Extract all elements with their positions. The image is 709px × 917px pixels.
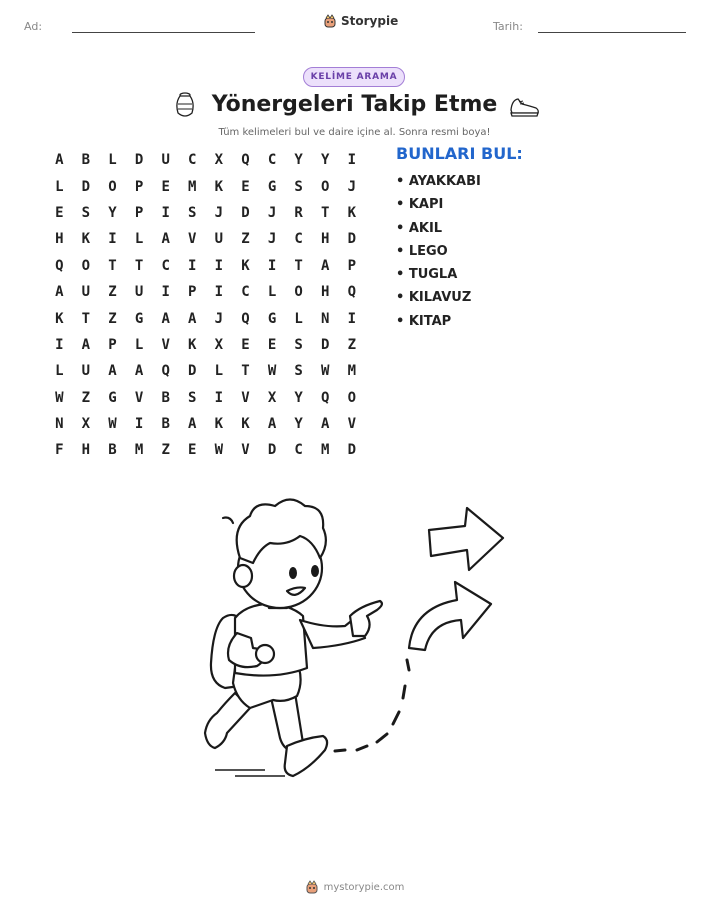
grid-cell[interactable]: I <box>214 257 224 274</box>
grid-cell[interactable]: B <box>81 152 91 169</box>
grid-cell[interactable]: M <box>134 442 144 459</box>
grid-cell[interactable]: E <box>241 336 250 353</box>
grid-cell[interactable]: Z <box>108 310 117 327</box>
grid-cell[interactable]: L <box>134 231 144 248</box>
grid-cell[interactable]: U <box>161 152 170 169</box>
grid-cell[interactable]: I <box>161 204 170 221</box>
grid-cell[interactable]: L <box>294 310 303 327</box>
grid-cell[interactable]: C <box>294 442 303 459</box>
grid-cell[interactable]: Q <box>347 284 357 301</box>
grid-cell[interactable]: Z <box>347 336 357 353</box>
grid-cell[interactable]: O <box>347 389 357 406</box>
grid-cell[interactable]: J <box>267 204 277 221</box>
grid-cell[interactable]: T <box>241 363 250 380</box>
grid-cell[interactable]: I <box>188 257 197 274</box>
word-list <box>396 170 481 333</box>
grid-cell[interactable]: Z <box>81 389 91 406</box>
grid-cell[interactable]: T <box>108 257 117 274</box>
grid-cell[interactable]: Y <box>294 152 303 169</box>
grid-cell[interactable]: D <box>347 442 357 459</box>
grid-cell[interactable]: D <box>188 363 197 380</box>
grid-cell[interactable]: T <box>134 257 144 274</box>
word-list-item: • TUGLA <box>396 267 458 283</box>
grid-cell[interactable]: L <box>267 284 277 301</box>
grid-cell[interactable]: T <box>321 204 330 221</box>
grid-cell[interactable]: U <box>214 231 224 248</box>
grid-cell[interactable]: L <box>108 152 117 169</box>
grid-cell[interactable]: V <box>134 389 144 406</box>
word-list-item: • LEGO <box>396 243 448 259</box>
grid-cell[interactable]: S <box>294 336 303 353</box>
grid-cell[interactable]: H <box>55 231 64 248</box>
grid-cell[interactable]: P <box>134 204 144 221</box>
grid-cell[interactable]: A <box>55 284 64 301</box>
grid-cell[interactable]: H <box>81 442 91 459</box>
grid-cell[interactable]: D <box>241 204 250 221</box>
grid-cell[interactable]: A <box>134 363 144 380</box>
grid-cell[interactable]: O <box>321 178 330 195</box>
grid-cell[interactable]: I <box>134 416 144 433</box>
grid-cell[interactable]: P <box>108 336 117 353</box>
grid-cell[interactable]: D <box>134 152 144 169</box>
grid-cell[interactable]: L <box>134 336 144 353</box>
word-list-title: BUNLARI BUL: <box>396 144 523 163</box>
grid-cell[interactable]: I <box>347 310 357 327</box>
grid-cell[interactable]: I <box>161 284 170 301</box>
grid-cell[interactable]: U <box>134 284 144 301</box>
grid-cell[interactable]: I <box>214 389 224 406</box>
word-list-item: • KITAP <box>396 313 452 329</box>
shoe-icon <box>508 94 540 118</box>
grid-cell[interactable]: E <box>161 178 170 195</box>
grid-cell[interactable]: K <box>81 231 91 248</box>
grid-cell[interactable]: J <box>267 231 277 248</box>
instructions: Tüm kelimeleri bul ve daire içine al. Sonra resmi boya! <box>218 127 491 138</box>
grid-cell[interactable]: K <box>214 416 224 433</box>
curved-arrow-icon <box>409 582 491 650</box>
grid-cell[interactable]: E <box>241 178 250 195</box>
grid-cell[interactable]: M <box>347 363 357 380</box>
grid-cell[interactable]: P <box>188 284 197 301</box>
grid-cell[interactable]: A <box>81 336 91 353</box>
grid-cell[interactable]: I <box>214 284 224 301</box>
grid-cell[interactable]: Y <box>294 416 303 433</box>
grid-cell[interactable]: C <box>161 257 170 274</box>
grid-cell[interactable]: E <box>267 336 277 353</box>
grid-cell[interactable]: U <box>81 363 91 380</box>
grid-cell[interactable]: A <box>161 310 170 327</box>
grid-cell[interactable]: N <box>55 416 64 433</box>
grid-cell[interactable]: X <box>214 336 224 353</box>
grid-cell[interactable]: Y <box>294 389 303 406</box>
grid-cell[interactable]: G <box>108 389 117 406</box>
grid-cell[interactable]: Q <box>241 152 250 169</box>
arrow-right-icon <box>429 508 503 570</box>
grid-cell[interactable]: J <box>214 204 224 221</box>
grid-cell[interactable]: Q <box>241 310 250 327</box>
storypie-logo-icon <box>305 880 319 894</box>
word-list-item: • KILAVUZ <box>396 290 472 306</box>
grid-cell[interactable]: N <box>321 310 330 327</box>
grid-cell[interactable]: L <box>214 363 224 380</box>
grid-cell[interactable]: I <box>108 231 117 248</box>
grid-cell[interactable]: E <box>188 442 197 459</box>
grid-cell[interactable]: A <box>321 257 330 274</box>
grid-cell[interactable]: D <box>81 178 91 195</box>
grid-cell[interactable]: G <box>267 310 277 327</box>
grid-cell[interactable]: K <box>188 336 197 353</box>
grid-cell[interactable]: X <box>81 416 91 433</box>
date-label: Tarih: <box>493 20 523 33</box>
grid-cell[interactable]: Z <box>108 284 117 301</box>
grid-cell[interactable]: D <box>321 336 330 353</box>
name-line[interactable] <box>72 32 255 33</box>
grid-cell[interactable]: A <box>108 363 117 380</box>
grid-cell[interactable]: M <box>321 442 330 459</box>
grid-cell[interactable]: O <box>108 178 117 195</box>
boy-pointing-illustration <box>195 488 515 788</box>
grid-cell[interactable]: K <box>241 416 250 433</box>
grid-cell[interactable]: S <box>81 204 91 221</box>
grid-cell[interactable]: W <box>55 389 64 406</box>
grid-cell[interactable]: C <box>188 152 197 169</box>
grid-cell[interactable]: P <box>134 178 144 195</box>
grid-cell[interactable]: C <box>294 231 303 248</box>
grid-cell[interactable]: Z <box>161 442 170 459</box>
grid-cell[interactable]: T <box>81 310 91 327</box>
grid-cell[interactable]: J <box>347 178 357 195</box>
storypie-logo-icon <box>323 14 337 28</box>
grid-cell[interactable]: P <box>347 257 357 274</box>
grid-cell[interactable]: X <box>214 152 224 169</box>
grid-cell[interactable]: D <box>267 442 277 459</box>
grid-cell[interactable]: B <box>108 442 117 459</box>
brand-logo <box>323 14 398 28</box>
grid-cell[interactable]: S <box>294 363 303 380</box>
grid-cell[interactable]: O <box>81 257 91 274</box>
grid-cell[interactable]: A <box>321 416 330 433</box>
grid-cell[interactable]: D <box>347 231 357 248</box>
grid-cell[interactable]: Y <box>108 204 117 221</box>
word-list-item: • AKIL <box>396 220 443 236</box>
letter-grid[interactable] <box>46 147 365 464</box>
grid-cell[interactable]: G <box>267 178 277 195</box>
grid-cell[interactable]: A <box>188 416 197 433</box>
grid-cell[interactable]: K <box>241 257 250 274</box>
grid-cell[interactable]: A <box>188 310 197 327</box>
grid-cell[interactable]: V <box>347 416 357 433</box>
grid-cell[interactable]: U <box>81 284 91 301</box>
grid-cell[interactable]: W <box>267 363 277 380</box>
grid-cell[interactable]: I <box>267 257 277 274</box>
grid-cell[interactable]: K <box>214 178 224 195</box>
grid-cell[interactable]: Y <box>321 152 330 169</box>
grid-cell[interactable]: H <box>321 231 330 248</box>
grid-cell[interactable]: T <box>294 257 303 274</box>
grid-cell[interactable]: B <box>161 416 170 433</box>
grid-cell[interactable]: H <box>321 284 330 301</box>
grid-cell[interactable]: S <box>188 204 197 221</box>
grid-cell[interactable]: F <box>55 442 64 459</box>
grid-cell[interactable]: M <box>188 178 197 195</box>
grid-cell[interactable]: L <box>55 178 64 195</box>
grid-cell[interactable]: V <box>241 389 250 406</box>
grid-cell[interactable]: J <box>214 310 224 327</box>
grid-cell[interactable]: W <box>321 363 330 380</box>
grid-cell[interactable]: A <box>267 416 277 433</box>
grid-cell[interactable]: V <box>161 336 170 353</box>
name-label: Ad: <box>24 20 43 33</box>
grid-cell[interactable]: K <box>55 310 64 327</box>
grid-cell[interactable]: V <box>241 442 250 459</box>
grid-cell[interactable]: L <box>55 363 64 380</box>
grid-cell[interactable]: S <box>294 178 303 195</box>
grid-cell[interactable]: G <box>134 310 144 327</box>
date-line[interactable] <box>538 32 686 33</box>
grid-cell[interactable]: E <box>55 204 64 221</box>
grid-cell[interactable]: X <box>267 389 277 406</box>
grid-cell[interactable]: W <box>108 416 117 433</box>
grid-cell[interactable]: Q <box>55 257 64 274</box>
grid-cell[interactable]: I <box>347 152 357 169</box>
grid-cell[interactable]: K <box>347 204 357 221</box>
grid-cell[interactable]: B <box>161 389 170 406</box>
grid-cell[interactable]: S <box>188 389 197 406</box>
grid-cell[interactable]: V <box>188 231 197 248</box>
footer <box>0 880 709 894</box>
grid-cell[interactable]: A <box>55 152 64 169</box>
footer-url[interactable]: mystorypie.com <box>323 881 405 893</box>
grid-cell[interactable]: A <box>161 231 170 248</box>
grid-cell[interactable]: R <box>294 204 303 221</box>
grid-cell[interactable]: Q <box>321 389 330 406</box>
grid-cell[interactable]: W <box>214 442 224 459</box>
grid-cell[interactable]: C <box>267 152 277 169</box>
grid-cell[interactable]: Z <box>241 231 250 248</box>
category-badge: KELİME ARAMA <box>303 67 405 87</box>
grid-cell[interactable]: I <box>55 336 64 353</box>
brand-name: Storypie <box>341 14 399 28</box>
page-title: Yönergeleri Takip Etme <box>211 92 498 117</box>
word-list-item: • AYAKKABI <box>396 174 481 189</box>
word-list-item: • KAPI <box>396 197 444 213</box>
grid-cell[interactable]: O <box>294 284 303 301</box>
grid-cell[interactable]: Q <box>161 363 170 380</box>
grid-cell[interactable]: C <box>241 284 250 301</box>
